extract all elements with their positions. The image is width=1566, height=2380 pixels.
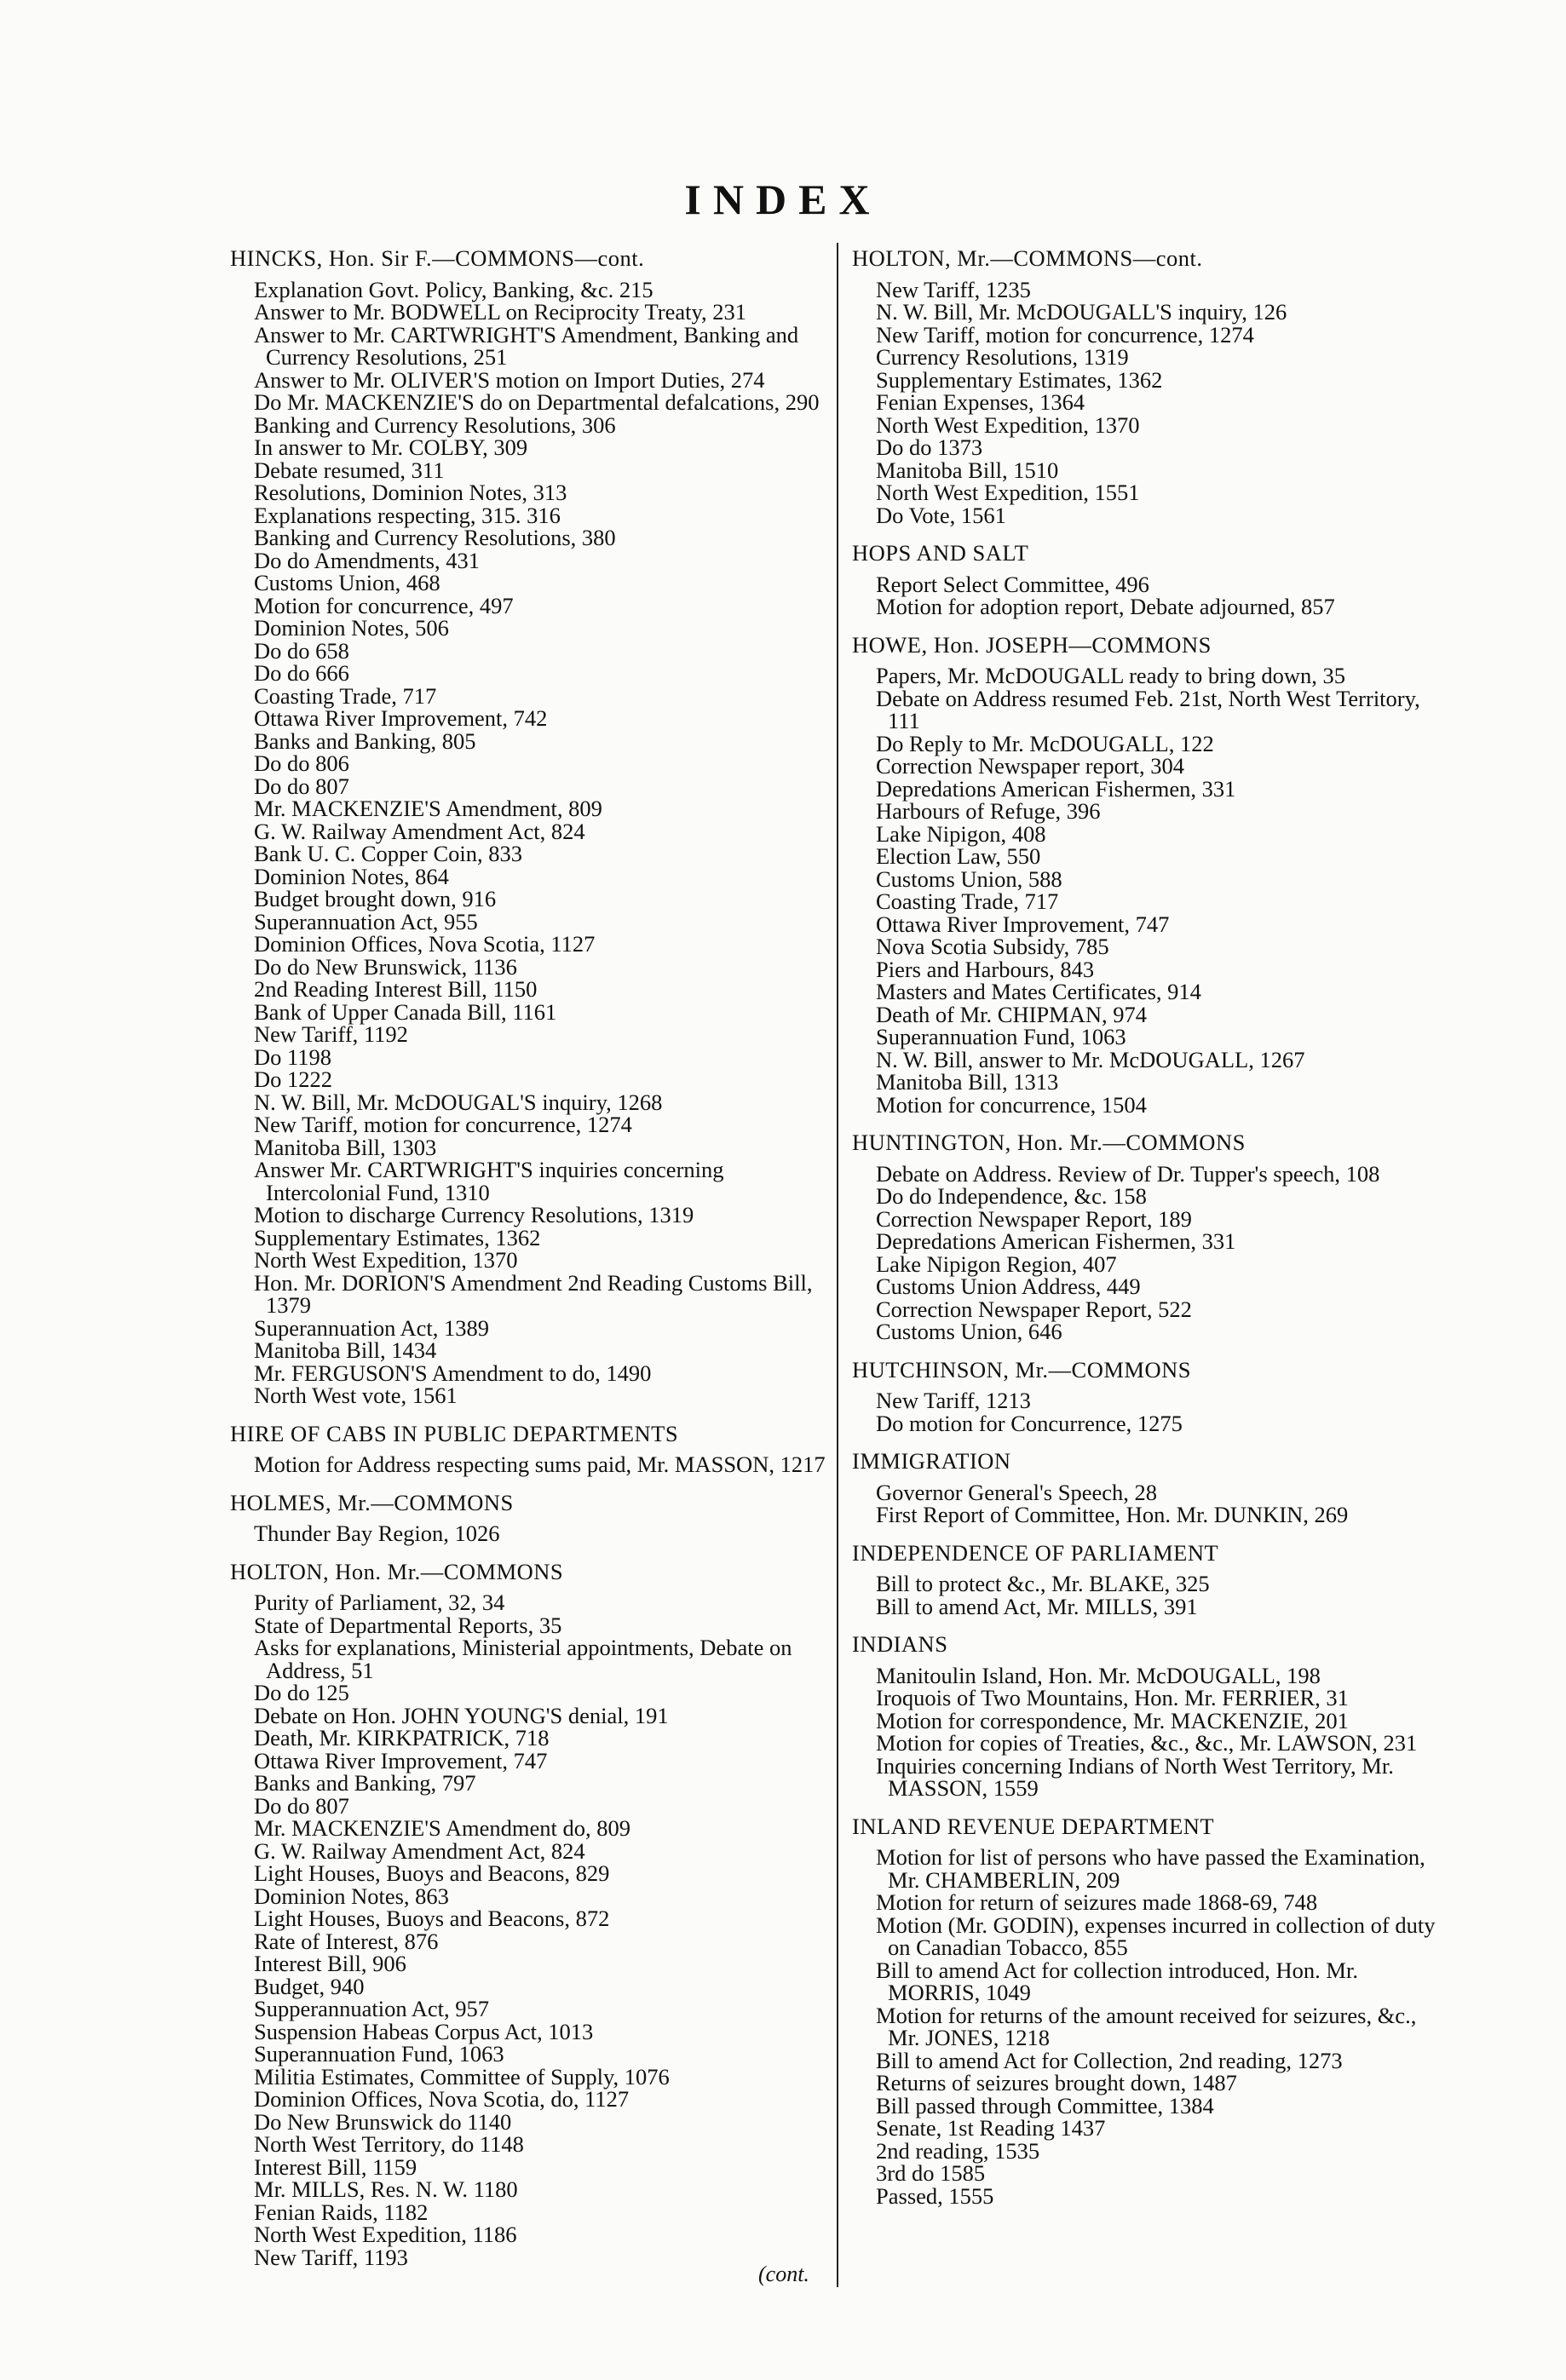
index-entry: Interest Bill, 906 — [254, 1951, 406, 1976]
index-entry: Do do 125 — [254, 1680, 349, 1705]
index-entry: Bill passed through Committee, 1384 — [876, 2092, 1214, 2118]
index-heading: INLAND REVENUE DEPARTMENT — [852, 1813, 1215, 1839]
index-entry: Debate on Address resumed Feb. 21st, North West Territory, 111 — [876, 685, 1420, 733]
index-entry: Do do Amendments, 431 — [254, 547, 480, 573]
index-entry: Manitoba Bill, 1510 — [876, 457, 1059, 483]
index-entry: Correction Newspaper Report, 189 — [876, 1205, 1192, 1232]
index-entry: Papers, Mr. McDOUGALL ready to bring down, 35 — [876, 663, 1346, 688]
index-entry: Debate on Address. Review of Dr. Tupper's speech, 108 — [876, 1160, 1380, 1187]
continued-note: (cont. — [758, 2262, 809, 2286]
index-entry: Motion for return of seizures made 1868-69, 748 — [876, 1889, 1318, 1915]
index-entry: Superannuation Fund, 1063 — [876, 1024, 1126, 1049]
index-entry: New Tariff, 1235 — [876, 276, 1031, 302]
index-entry: Iroquois of Two Mountains, Hon. Mr. FERRIER, 31 — [876, 1685, 1349, 1710]
index-entry: Senate, 1st Reading 1437 — [876, 2115, 1106, 2141]
index-entry: Currency Resolutions, 1319 — [876, 344, 1129, 370]
index-entry: Do do New Brunswick, 1136 — [254, 953, 517, 980]
index-entry: Customs Union, 646 — [876, 1319, 1062, 1344]
index-entry: Explanations respecting, 315. 316 — [254, 502, 561, 528]
index-entry: Ottawa River Improvement, 747 — [876, 911, 1170, 937]
index-entry: Customs Union, 588 — [876, 865, 1062, 892]
index-entry: Motion for correspondence, Mr. MACKENZIE, 201 — [876, 1707, 1349, 1733]
index-entry: New Tariff, 1193 — [254, 2244, 408, 2270]
index-entry: 3rd do 1585 — [876, 2160, 986, 2186]
index-entry: Banks and Banking, 805 — [254, 727, 476, 754]
index-column-right — [852, 247, 1448, 2207]
index-entry: Asks for explanations, Ministerial appointments, Debate on Address, 51 — [254, 1635, 792, 1683]
index-entry: Motion for list of persons who have passed the Examination, Mr. CHAMBERLIN, 209 — [876, 1844, 1425, 1893]
index-entry: Correction Newspaper Report, 522 — [876, 1296, 1192, 1322]
index-entry: Returns of seizures brought down, 1487 — [876, 2070, 1237, 2095]
index-entry: Customs Union, 468 — [254, 570, 440, 595]
index-heading: HUNTINGTON, Hon. Mr.—COMMONS — [852, 1130, 1246, 1155]
index-entry: N. W. Bill, Mr. McDOUGALL'S inquiry, 126 — [876, 299, 1287, 325]
index-entry: Mr. MILLS, Res. N. W. 1180 — [254, 2176, 518, 2202]
index-entry: Piers and Harbours, 843 — [876, 956, 1095, 982]
index-entry: Do Mr. MACKENZIE'S do on Departmental defalcations, 290 — [254, 389, 820, 415]
index-entry: Suspension Habeas Corpus Act, 1013 — [254, 2018, 594, 2044]
index-entry: Rate of Interest, 876 — [254, 1928, 439, 1954]
index-entry: N. W. Bill, Mr. McDOUGAL'S inquiry, 1268 — [254, 1089, 663, 1115]
index-entry: N. W. Bill, answer to Mr. McDOUGALL, 1267 — [876, 1046, 1305, 1072]
index-entry: Light Houses, Buoys and Beacons, 872 — [254, 1906, 610, 1931]
index-entry: Do motion for Concurrence, 1275 — [876, 1410, 1183, 1436]
index-heading: HINCKS, Hon. Sir F.—COMMONS—cont. — [230, 245, 645, 271]
index-entry: Explanation Govt. Policy, Banking, &c. 215 — [254, 276, 653, 302]
index-entry: Purity of Parliament, 32, 34 — [254, 1590, 505, 1615]
index-entry: Bill to amend Act, Mr. MILLS, 391 — [876, 1593, 1198, 1619]
index-entry: Superannuation Act, 1389 — [254, 1314, 489, 1341]
index-entry: Motion for Address respecting sums paid, Mr. MASSON, 1217 — [254, 1452, 826, 1477]
index-entry: Manitoba Bill, 1303 — [254, 1134, 437, 1160]
index-heading: HOLTON, Mr.—COMMONS—cont. — [852, 245, 1203, 271]
index-entry: Do Vote, 1561 — [876, 502, 1006, 528]
index-heading: HOLMES, Mr.—COMMONS — [230, 1489, 514, 1515]
index-entry: Ottawa River Improvement, 747 — [254, 1747, 548, 1774]
index-entry: Customs Union Address, 449 — [876, 1273, 1141, 1299]
index-entry: Answer to Mr. CARTWRIGHT'S Amendment, Banking and Currency Resolutions, 251 — [254, 321, 799, 370]
index-entry: Do 1222 — [254, 1066, 333, 1092]
index-entry: Passed, 1555 — [876, 2182, 994, 2209]
index-entry: Ottawa River Improvement, 742 — [254, 705, 548, 731]
index-entry: Hon. Mr. DORION'S Amendment 2nd Reading Customs Bill, 1379 — [254, 1269, 813, 1318]
index-entry: Depredations American Fishermen, 331 — [876, 1228, 1236, 1254]
index-entry: Dominion Offices, Nova Scotia, do, 1127 — [254, 2086, 630, 2112]
index-entry: Thunder Bay Region, 1026 — [254, 1521, 500, 1546]
index-entry: North West Expedition, 1551 — [876, 480, 1140, 505]
index-entry: Do do 658 — [254, 637, 349, 664]
index-entry: Mr. MACKENZIE'S Amendment do, 809 — [254, 1815, 631, 1841]
index-entry: Banking and Currency Resolutions, 380 — [254, 525, 616, 550]
index-entry: Coasting Trade, 717 — [254, 682, 437, 709]
index-entry: North West vote, 1561 — [254, 1383, 458, 1408]
index-column-left — [230, 247, 831, 2268]
index-entry: Do do 807 — [254, 773, 349, 799]
index-entry: Banking and Currency Resolutions, 306 — [254, 411, 616, 438]
index-entry: Interest Bill, 1159 — [254, 2153, 417, 2180]
index-entry: Do do Independence, &c. 158 — [876, 1183, 1147, 1209]
index-entry: Manitoba Bill, 1313 — [876, 1069, 1059, 1095]
index-heading: HUTCHINSON, Mr.—COMMONS — [852, 1356, 1192, 1383]
index-entry: Superannuation Fund, 1063 — [254, 2041, 504, 2067]
index-entry: Resolutions, Dominion Notes, 313 — [254, 480, 567, 505]
index-entry: Bill to amend Act for collection introduced, Hon. Mr. MORRIS, 1049 — [876, 1957, 1358, 2005]
index-entry: Budget brought down, 916 — [254, 886, 497, 911]
index-entry: Harbours of Refuge, 396 — [876, 798, 1101, 824]
index-entry: Manitoulin Island, Hon. Mr. McDOUGALL, 198 — [876, 1662, 1321, 1688]
index-entry: Inquiries concerning Indians of North West Territory, Mr. MASSON, 1559 — [876, 1752, 1394, 1801]
index-entry: Do New Brunswick do 1140 — [254, 2108, 512, 2135]
index-entry: Bank U. C. Copper Coin, 833 — [254, 841, 523, 866]
index-entry: New Tariff, 1213 — [876, 1388, 1031, 1413]
index-entry: Death, Mr. KIRKPATRICK, 718 — [254, 1725, 550, 1751]
index-entry: Manitoba Bill, 1434 — [254, 1337, 437, 1363]
index-entry: Coasting Trade, 717 — [876, 888, 1059, 914]
index-entry: Motion for returns of the amount received for seizures, &c., Mr. JONES, 1218 — [876, 2002, 1417, 2050]
index-entry: Answer Mr. CARTWRIGHT'S inquiries concerning Intercolonial Fund, 1310 — [254, 1157, 724, 1205]
index-entry: Banks and Banking, 797 — [254, 1770, 476, 1796]
index-entry: Fenian Expenses, 1364 — [876, 389, 1085, 415]
index-entry: First Report of Committee, Hon. Mr. DUNKIN, 269 — [876, 1502, 1349, 1527]
index-entry: New Tariff, motion for concurrence, 1274 — [254, 1112, 632, 1137]
index-entry: Do do 666 — [254, 660, 349, 686]
index-entry: 2nd reading, 1535 — [876, 2137, 1040, 2164]
index-entry: Motion for adoption report, Debate adjourned, 857 — [876, 594, 1335, 619]
index-entry: Dominion Notes, 864 — [254, 863, 449, 889]
index-heading: HOWE, Hon. JOSEPH—COMMONS — [852, 631, 1212, 658]
index-entry: Debate resumed, 311 — [254, 457, 445, 483]
index-entry: G. W. Railway Amendment Act, 824 — [254, 1837, 585, 1864]
index-entry: G. W. Railway Amendment Act, 824 — [254, 818, 585, 844]
index-entry: Answer to Mr. OLIVER'S motion on Import Duties, 274 — [254, 366, 765, 393]
index-entry: Nova Scotia Subsidy, 785 — [876, 934, 1109, 959]
index-entry: Motion (Mr. GODIN), expenses incurred in collection of duty on Canadian Tobacco, 855 — [876, 1911, 1436, 1960]
index-entry: Motion to discharge Currency Resolutions, 1319 — [254, 1202, 694, 1227]
index-entry: New Tariff, 1192 — [254, 1021, 408, 1047]
index-entry: Motion for concurrence, 1504 — [876, 1091, 1147, 1118]
index-heading: HIRE OF CABS IN PUBLIC DEPARTMENTS — [230, 1420, 679, 1446]
index-entry: Report Select Committee, 496 — [876, 571, 1149, 597]
index-entry: Dominion Notes, 863 — [254, 1883, 449, 1909]
index-entry: New Tariff, motion for concurrence, 1274 — [876, 321, 1254, 348]
index-entry: In answer to Mr. COLBY, 309 — [254, 434, 528, 460]
index-entry: Dominion Notes, 506 — [254, 615, 449, 641]
index-heading: INDEPENDENCE OF PARLIAMENT — [852, 1539, 1219, 1566]
page-title: INDEX — [684, 175, 882, 223]
index-entry: Do 1198 — [254, 1043, 332, 1070]
index-entry: Depredations American Fishermen, 331 — [876, 775, 1236, 802]
index-entry: Dominion Offices, Nova Scotia, 1127 — [254, 931, 596, 957]
index-heading: IMMIGRATION — [852, 1448, 1011, 1474]
index-heading: HOLTON, Hon. Mr.—COMMONS — [230, 1558, 564, 1584]
column-divider — [837, 243, 838, 2287]
index-entry: Correction Newspaper report, 304 — [876, 753, 1185, 779]
index-entry: Superannuation Act, 955 — [254, 908, 478, 934]
index-entry: Do do 806 — [254, 750, 349, 776]
index-entry: State of Departmental Reports, 35 — [254, 1612, 562, 1638]
index-entry: Bill to protect &c., Mr. BLAKE, 325 — [876, 1571, 1210, 1596]
index-entry: North West Expedition, 1186 — [254, 2222, 517, 2247]
index-entry: Lake Nipigon, 408 — [876, 820, 1046, 847]
index-entry: 2nd Reading Interest Bill, 1150 — [254, 976, 538, 1002]
index-entry: Light Houses, Buoys and Beacons, 829 — [254, 1860, 610, 1886]
index-entry: North West Expedition, 1370 — [876, 411, 1140, 438]
index-entry: Mr. FERGUSON'S Amendment to do, 1490 — [254, 1360, 652, 1386]
index-entry: Do do 807 — [254, 1792, 349, 1819]
index-entry: North West Territory, do 1148 — [254, 2131, 524, 2157]
index-entry: Debate on Hon. JOHN YOUNG'S denial, 191 — [254, 1702, 669, 1728]
index-entry: Supperannuation Act, 957 — [254, 1996, 489, 2021]
index-entry: Do Reply to Mr. McDOUGALL, 122 — [876, 730, 1214, 756]
index-entry: Militia Estimates, Committee of Supply, 1076 — [254, 2063, 670, 2090]
index-entry: Election Law, 550 — [876, 843, 1041, 869]
index-entry: Mr. MACKENZIE'S Amendment, 809 — [254, 796, 602, 821]
index-entry: Budget, 940 — [254, 1973, 365, 1999]
index-entry: Death of Mr. CHIPMAN, 974 — [876, 1001, 1147, 1027]
index-entry: Bill to amend Act for Collection, 2nd reading, 1273 — [876, 2047, 1343, 2073]
index-entry: Motion for concurrence, 497 — [254, 592, 514, 618]
index-entry: Motion for copies of Treaties, &c., &c., Mr. LAWSON, 231 — [876, 1730, 1418, 1756]
index-heading: INDIANS — [852, 1631, 948, 1657]
index-entry: Bank of Upper Canada Bill, 1161 — [254, 998, 557, 1025]
index-entry: Supplementary Estimates, 1362 — [876, 366, 1163, 393]
index-entry: Do do 1373 — [876, 434, 983, 460]
index-entry: Fenian Raids, 1182 — [254, 2199, 429, 2225]
index-entry: Masters and Mates Certificates, 914 — [876, 979, 1201, 1004]
index-entry: Answer to Mr. BODWELL on Reciprocity Treaty, 231 — [254, 299, 747, 325]
index-entry: Lake Nipigon Region, 407 — [876, 1250, 1117, 1277]
index-entry: Governor General's Speech, 28 — [876, 1479, 1158, 1505]
index-entry: Supplementary Estimates, 1362 — [254, 1224, 541, 1250]
index-heading: HOPS AND SALT — [852, 540, 1029, 566]
index-entry: North West Expedition, 1370 — [254, 1247, 518, 1273]
